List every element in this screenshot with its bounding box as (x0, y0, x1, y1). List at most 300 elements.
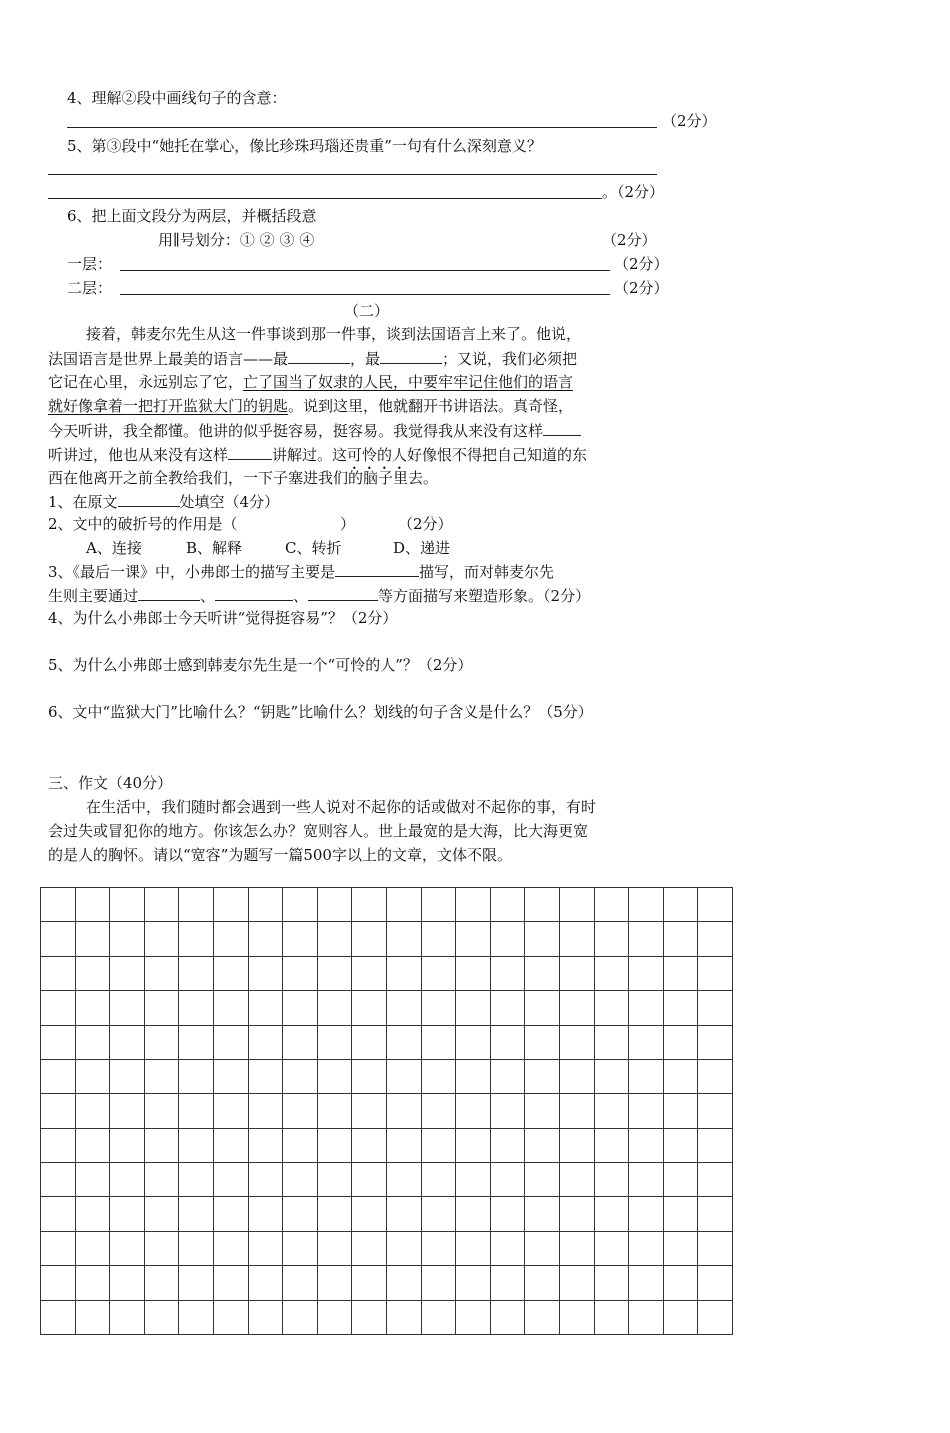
grid-cell[interactable] (560, 1266, 595, 1300)
grid-cell[interactable] (352, 1232, 387, 1266)
grid-cell[interactable] (110, 1060, 145, 1094)
grid-cell[interactable] (491, 1129, 526, 1163)
grid-cell[interactable] (283, 991, 318, 1025)
grid-cell[interactable] (318, 991, 353, 1025)
grid-cell[interactable] (595, 957, 630, 991)
grid-cell[interactable] (318, 922, 353, 956)
grid-cell[interactable] (41, 1094, 76, 1128)
grid-cell[interactable] (387, 1266, 422, 1300)
grid-cell[interactable] (422, 1232, 457, 1266)
grid-cell[interactable] (41, 1060, 76, 1094)
s2-q2: 2、文中的破折号的作用是（ (48, 515, 238, 533)
grid-cell[interactable] (352, 991, 387, 1025)
grid-cell[interactable] (145, 1026, 180, 1060)
grid-cell[interactable] (283, 1129, 318, 1163)
q6-layer1-line[interactable] (120, 270, 610, 271)
grid-cell[interactable] (456, 888, 491, 922)
grid-cell[interactable] (698, 1060, 733, 1094)
grid-cell[interactable] (560, 888, 595, 922)
grid-cell[interactable] (41, 957, 76, 991)
grid-cell[interactable] (491, 1026, 526, 1060)
grid-cell[interactable] (387, 957, 422, 991)
grid-cell[interactable] (110, 1266, 145, 1300)
grid-cell[interactable] (664, 1232, 699, 1266)
grid-cell[interactable] (422, 1129, 457, 1163)
grid-cell[interactable] (491, 957, 526, 991)
grid-cell[interactable] (179, 1232, 214, 1266)
grid-cell[interactable] (145, 1232, 180, 1266)
grid-cell[interactable] (110, 922, 145, 956)
grid-cell[interactable] (249, 991, 284, 1025)
grid-cell[interactable] (456, 922, 491, 956)
s2-q5: 5、为什么小弗郎士感到韩麦尔先生是一个“可怜的人”？（2分） (48, 656, 473, 674)
grid-cell[interactable] (525, 1060, 560, 1094)
grid-cell[interactable] (318, 1232, 353, 1266)
grid-cell[interactable] (249, 1094, 284, 1128)
grid-cell[interactable] (629, 1197, 664, 1231)
grid-cell[interactable] (214, 1026, 249, 1060)
grid-cell[interactable] (491, 1163, 526, 1197)
grid-cell[interactable] (145, 1094, 180, 1128)
grid-cell[interactable] (456, 1301, 491, 1335)
grid-cell[interactable] (41, 1266, 76, 1300)
grid-cell[interactable] (491, 888, 526, 922)
grid-cell[interactable] (110, 1026, 145, 1060)
passage-blank-2[interactable] (380, 348, 442, 364)
grid-cell[interactable] (595, 991, 630, 1025)
grid-cell[interactable] (664, 991, 699, 1025)
q6-layer1-score: （2分） (614, 255, 669, 273)
grid-cell[interactable] (664, 888, 699, 922)
grid-cell[interactable] (595, 1197, 630, 1231)
grid-cell[interactable] (283, 1163, 318, 1197)
grid-cell[interactable] (387, 1232, 422, 1266)
grid-cell[interactable] (214, 957, 249, 991)
grid-cell[interactable] (456, 1232, 491, 1266)
grid-cell[interactable] (283, 1232, 318, 1266)
grid-cell[interactable] (110, 1232, 145, 1266)
grid-cell[interactable] (698, 1266, 733, 1300)
grid-cell[interactable] (179, 1266, 214, 1300)
grid-cell[interactable] (422, 1094, 457, 1128)
grid-cell[interactable] (352, 1266, 387, 1300)
grid-cell[interactable] (76, 1129, 111, 1163)
passage-blank-3[interactable] (543, 420, 581, 436)
grid-cell[interactable] (595, 1301, 630, 1335)
grid-cell[interactable] (525, 1301, 560, 1335)
q6-layer2-line[interactable] (120, 294, 610, 295)
grid-cell[interactable] (422, 1060, 457, 1094)
grid-cell[interactable] (110, 957, 145, 991)
grid-cell[interactable] (41, 1163, 76, 1197)
grid-cell[interactable] (525, 1266, 560, 1300)
grid-cell[interactable] (249, 1301, 284, 1335)
grid-cell[interactable] (698, 888, 733, 922)
essay-prompt-line-3: 的是人的胸怀。请以“宽容”为题写一篇500字以上的文章，文体不限。 (48, 846, 512, 864)
grid-cell[interactable] (318, 1163, 353, 1197)
grid-cell[interactable] (41, 922, 76, 956)
grid-cell[interactable] (352, 1094, 387, 1128)
grid-cell[interactable] (249, 922, 284, 956)
grid-cell[interactable] (387, 1026, 422, 1060)
grid-cell[interactable] (491, 1232, 526, 1266)
grid-cell[interactable] (214, 1060, 249, 1094)
grid-cell[interactable] (145, 1060, 180, 1094)
grid-cell[interactable] (214, 922, 249, 956)
grid-cell[interactable] (629, 1301, 664, 1335)
q6-divide-instruction: 用∥号划分：① ② ③ ④ (158, 231, 315, 249)
grid-cell[interactable] (41, 1232, 76, 1266)
grid-cell[interactable] (525, 1026, 560, 1060)
grid-cell[interactable] (595, 922, 630, 956)
grid-cell[interactable] (387, 1094, 422, 1128)
grid-cell[interactable] (145, 1197, 180, 1231)
grid-cell[interactable] (387, 991, 422, 1025)
q5-score: 。（2分） (602, 183, 665, 201)
grid-cell[interactable] (249, 1266, 284, 1300)
essay-prompt-line-2: 会过失或冒犯你的地方。你该怎么办？宽则容人。世上最宽的是大海，比大海更宽 (48, 822, 589, 840)
grid-cell[interactable] (525, 1094, 560, 1128)
grid-cell[interactable] (664, 1301, 699, 1335)
grid-cell[interactable] (249, 1026, 284, 1060)
grid-cell[interactable] (179, 1026, 214, 1060)
section2-heading: （二） (344, 302, 390, 320)
grid-cell[interactable] (595, 1129, 630, 1163)
grid-cell[interactable] (179, 1301, 214, 1335)
grid-cell[interactable] (352, 922, 387, 956)
grid-cell[interactable] (249, 1060, 284, 1094)
grid-cell[interactable] (145, 957, 180, 991)
grid-cell[interactable] (629, 1129, 664, 1163)
grid-cell[interactable] (283, 957, 318, 991)
grid-cell[interactable] (110, 1129, 145, 1163)
grid-cell[interactable] (422, 1197, 457, 1231)
grid-cell[interactable] (41, 1197, 76, 1231)
grid-cell[interactable] (456, 1060, 491, 1094)
grid-cell[interactable] (560, 1060, 595, 1094)
grid-cell[interactable] (249, 957, 284, 991)
q5-answer-line-2[interactable] (48, 198, 602, 199)
grid-cell[interactable] (456, 957, 491, 991)
grid-cell[interactable] (664, 1094, 699, 1128)
grid-cell[interactable] (352, 1163, 387, 1197)
grid-cell[interactable] (76, 1094, 111, 1128)
grid-cell[interactable] (491, 1094, 526, 1128)
grid-cell[interactable] (595, 1094, 630, 1128)
grid-cell[interactable] (214, 1232, 249, 1266)
grid-cell[interactable] (698, 1197, 733, 1231)
grid-cell[interactable] (318, 1197, 353, 1231)
q6-prompt: 6、把上面文段分为两层，并概括段意 (67, 207, 317, 225)
grid-cell[interactable] (76, 1060, 111, 1094)
grid-cell[interactable] (422, 1301, 457, 1335)
s2-q2-option-c[interactable]: C、转折 (285, 539, 342, 557)
grid-cell[interactable] (698, 1301, 733, 1335)
grid-cell[interactable] (664, 957, 699, 991)
grid-cell[interactable] (698, 991, 733, 1025)
grid-cell[interactable] (145, 888, 180, 922)
grid-cell[interactable] (283, 1197, 318, 1231)
s2-q3-blank-2[interactable] (138, 585, 200, 601)
grid-cell[interactable] (179, 957, 214, 991)
grid-cell[interactable] (698, 1163, 733, 1197)
grid-cell[interactable] (422, 888, 457, 922)
grid-cell[interactable] (664, 1197, 699, 1231)
grid-cell[interactable] (560, 922, 595, 956)
q5-answer-line-1[interactable] (48, 174, 657, 175)
grid-cell[interactable] (283, 888, 318, 922)
grid-cell[interactable] (698, 957, 733, 991)
grid-cell[interactable] (595, 1163, 630, 1197)
grid-cell[interactable] (283, 1266, 318, 1300)
grid-cell[interactable] (352, 1197, 387, 1231)
s2-q2-option-a[interactable]: A、连接 (86, 539, 142, 557)
grid-cell[interactable] (456, 1129, 491, 1163)
grid-cell[interactable] (387, 888, 422, 922)
grid-cell[interactable] (560, 1232, 595, 1266)
q6-layer2-score: （2分） (614, 279, 669, 297)
grid-cell[interactable] (352, 1301, 387, 1335)
grid-cell[interactable] (179, 1060, 214, 1094)
grid-cell[interactable] (525, 1232, 560, 1266)
grid-cell[interactable] (456, 1266, 491, 1300)
grid-cell[interactable] (214, 888, 249, 922)
grid-cell[interactable] (283, 1026, 318, 1060)
grid-cell[interactable] (664, 1060, 699, 1094)
grid-cell[interactable] (41, 1301, 76, 1335)
grid-cell[interactable] (76, 991, 111, 1025)
grid-cell[interactable] (525, 957, 560, 991)
q6-divide-score: （2分） (602, 231, 657, 249)
grid-cell[interactable] (387, 922, 422, 956)
grid-cell[interactable] (283, 922, 318, 956)
grid-cell[interactable] (629, 1060, 664, 1094)
s2-q3-line-2: 生则主要通过 、 、 等方面描写来塑造形象。（2分） (48, 587, 591, 605)
grid-cell[interactable] (76, 1197, 111, 1231)
grid-cell[interactable] (110, 1094, 145, 1128)
grid-cell[interactable] (76, 1301, 111, 1335)
grid-cell[interactable] (179, 1094, 214, 1128)
grid-cell[interactable] (110, 991, 145, 1025)
grid-cell[interactable] (110, 1197, 145, 1231)
grid-cell[interactable] (76, 1266, 111, 1300)
grid-cell[interactable] (318, 1301, 353, 1335)
grid-cell[interactable] (179, 991, 214, 1025)
grid-cell[interactable] (525, 888, 560, 922)
grid-cell[interactable] (352, 1129, 387, 1163)
grid-cell[interactable] (283, 1094, 318, 1128)
grid-cell[interactable] (249, 1197, 284, 1231)
grid-cell[interactable] (664, 1266, 699, 1300)
grid-cell[interactable] (387, 1163, 422, 1197)
grid-cell[interactable] (491, 1266, 526, 1300)
grid-cell[interactable] (387, 1129, 422, 1163)
grid-cell[interactable] (629, 1163, 664, 1197)
grid-cell[interactable] (145, 1301, 180, 1335)
grid-cell[interactable] (595, 888, 630, 922)
grid-cell[interactable] (318, 888, 353, 922)
grid-cell[interactable] (525, 1197, 560, 1231)
grid-cell[interactable] (145, 991, 180, 1025)
grid-cell[interactable] (41, 991, 76, 1025)
grid-cell[interactable] (456, 1094, 491, 1128)
grid-cell[interactable] (110, 888, 145, 922)
grid-cell[interactable] (318, 1060, 353, 1094)
grid-cell[interactable] (318, 1026, 353, 1060)
grid-cell[interactable] (698, 1129, 733, 1163)
grid-cell[interactable] (456, 1197, 491, 1231)
grid-cell[interactable] (179, 1129, 214, 1163)
grid-cell[interactable] (179, 922, 214, 956)
grid-cell[interactable] (145, 1129, 180, 1163)
grid-cell[interactable] (318, 1129, 353, 1163)
grid-cell[interactable] (698, 922, 733, 956)
grid-cell[interactable] (76, 1232, 111, 1266)
grid-cell[interactable] (664, 1163, 699, 1197)
grid-cell[interactable] (560, 1094, 595, 1128)
grid-cell[interactable] (595, 1232, 630, 1266)
grid-cell[interactable] (525, 991, 560, 1025)
grid-cell[interactable] (249, 888, 284, 922)
grid-cell[interactable] (145, 1163, 180, 1197)
grid-cell[interactable] (76, 922, 111, 956)
grid-cell[interactable] (214, 1301, 249, 1335)
grid-cell[interactable] (595, 1026, 630, 1060)
grid-cell[interactable] (560, 1163, 595, 1197)
grid-cell[interactable] (318, 1094, 353, 1128)
grid-cell[interactable] (422, 1026, 457, 1060)
grid-cell[interactable] (491, 1197, 526, 1231)
grid-cell[interactable] (145, 1266, 180, 1300)
grid-cell[interactable] (387, 1301, 422, 1335)
essay-writing-grid[interactable] (40, 887, 733, 1335)
grid-cell[interactable] (179, 888, 214, 922)
passage-blank-4[interactable] (228, 444, 272, 460)
grid-cell[interactable] (76, 1163, 111, 1197)
grid-cell[interactable] (76, 888, 111, 922)
essay-heading: 三、作文（40分） (48, 774, 173, 792)
grid-cell[interactable] (664, 1026, 699, 1060)
grid-cell[interactable] (629, 957, 664, 991)
s2-q3-blank-4[interactable] (308, 585, 378, 601)
grid-cell[interactable] (491, 922, 526, 956)
grid-cell[interactable] (214, 1163, 249, 1197)
essay-prompt-line-1: 在生活中，我们随时都会遇到一些人说对不起你的话或做对不起你的事，有时 (86, 798, 597, 816)
grid-cell[interactable] (560, 1026, 595, 1060)
q4-score: （2分） (662, 112, 717, 130)
grid-cell[interactable] (214, 1266, 249, 1300)
grid-cell[interactable] (422, 991, 457, 1025)
grid-cell[interactable] (560, 991, 595, 1025)
q4-answer-line[interactable] (67, 127, 657, 128)
grid-cell[interactable] (560, 957, 595, 991)
grid-cell[interactable] (422, 957, 457, 991)
grid-cell[interactable] (318, 957, 353, 991)
grid-cell[interactable] (145, 922, 180, 956)
grid-cell[interactable] (422, 922, 457, 956)
grid-cell[interactable] (525, 1129, 560, 1163)
grid-cell[interactable] (629, 1094, 664, 1128)
underlined-sentence-part-2: 就好像拿着一把打开监狱大门的钥匙 (48, 397, 289, 415)
grid-cell[interactable] (491, 1060, 526, 1094)
grid-cell[interactable] (41, 1129, 76, 1163)
grid-cell[interactable] (422, 1163, 457, 1197)
grid-cell[interactable] (456, 1163, 491, 1197)
grid-cell[interactable] (422, 1266, 457, 1300)
grid-cell[interactable] (214, 1094, 249, 1128)
grid-cell[interactable] (595, 1060, 630, 1094)
grid-cell[interactable] (41, 888, 76, 922)
grid-cell[interactable] (214, 1197, 249, 1231)
grid-cell[interactable] (352, 1060, 387, 1094)
grid-cell[interactable] (387, 1060, 422, 1094)
grid-cell[interactable] (76, 957, 111, 991)
grid-cell[interactable] (560, 1301, 595, 1335)
passage-line-3: 它记在心里，永远别忘了它，亡了国当了奴隶的人民，中要牢牢记住他们的语言 (48, 373, 574, 391)
grid-cell[interactable] (595, 1266, 630, 1300)
grid-cell[interactable] (318, 1266, 353, 1300)
grid-cell[interactable] (629, 1266, 664, 1300)
grid-cell[interactable] (629, 922, 664, 956)
grid-cell[interactable] (110, 1301, 145, 1335)
grid-cell[interactable] (214, 1129, 249, 1163)
grid-cell[interactable] (525, 1163, 560, 1197)
grid-cell[interactable] (214, 991, 249, 1025)
grid-cell[interactable] (698, 1094, 733, 1128)
grid-cell[interactable] (664, 922, 699, 956)
passage-blank-1[interactable] (288, 348, 350, 364)
passage-line-6: 听讲过，他也从来没有这样 讲解过。这可怜的人好像恨不得把自己知道的东 (48, 446, 588, 464)
grid-cell[interactable] (629, 888, 664, 922)
q4-prompt: 4、理解②段中画线句子的含意： (67, 89, 287, 107)
passage-line-2: 法国语言是世界上最美的语言——最 ，最 ；又说，我们必须把 (48, 350, 578, 368)
grid-cell[interactable] (352, 888, 387, 922)
grid-cell[interactable] (491, 991, 526, 1025)
grid-cell[interactable] (41, 1026, 76, 1060)
grid-cell[interactable] (456, 991, 491, 1025)
grid-cell[interactable] (629, 1232, 664, 1266)
grid-cell[interactable] (249, 1232, 284, 1266)
s2-q3-blank-1[interactable] (335, 561, 419, 577)
grid-cell[interactable] (560, 1129, 595, 1163)
grid-cell[interactable] (352, 957, 387, 991)
grid-cell[interactable] (456, 1026, 491, 1060)
grid-cell[interactable] (629, 1026, 664, 1060)
grid-cell[interactable] (629, 991, 664, 1025)
grid-cell[interactable] (698, 1026, 733, 1060)
grid-cell[interactable] (352, 1026, 387, 1060)
s2-q2-option-d[interactable]: D、递进 (393, 539, 451, 557)
passage-line-5: 今天听讲，我全都懂。他讲的似乎挺容易，挺容易。我觉得我从来没有这样 (48, 420, 581, 441)
passage-line-7: 西在他离开之前全教给我们，一下子塞进我们的脑子里去。 (48, 469, 439, 487)
grid-cell[interactable] (249, 1129, 284, 1163)
grid-cell[interactable] (76, 1026, 111, 1060)
grid-cell[interactable] (179, 1197, 214, 1231)
grid-cell[interactable] (560, 1197, 595, 1231)
grid-cell[interactable] (698, 1232, 733, 1266)
grid-cell[interactable] (110, 1163, 145, 1197)
grid-cell[interactable] (387, 1197, 422, 1231)
grid-cell[interactable] (525, 922, 560, 956)
grid-cell[interactable] (179, 1163, 214, 1197)
s2-q2-option-b[interactable]: B、解释 (186, 539, 243, 557)
grid-cell[interactable] (283, 1060, 318, 1094)
grid-cell[interactable] (491, 1301, 526, 1335)
s2-q3-blank-3[interactable] (215, 585, 293, 601)
grid-cell[interactable] (283, 1301, 318, 1335)
grid-cell[interactable] (249, 1163, 284, 1197)
grid-cell[interactable] (664, 1129, 699, 1163)
